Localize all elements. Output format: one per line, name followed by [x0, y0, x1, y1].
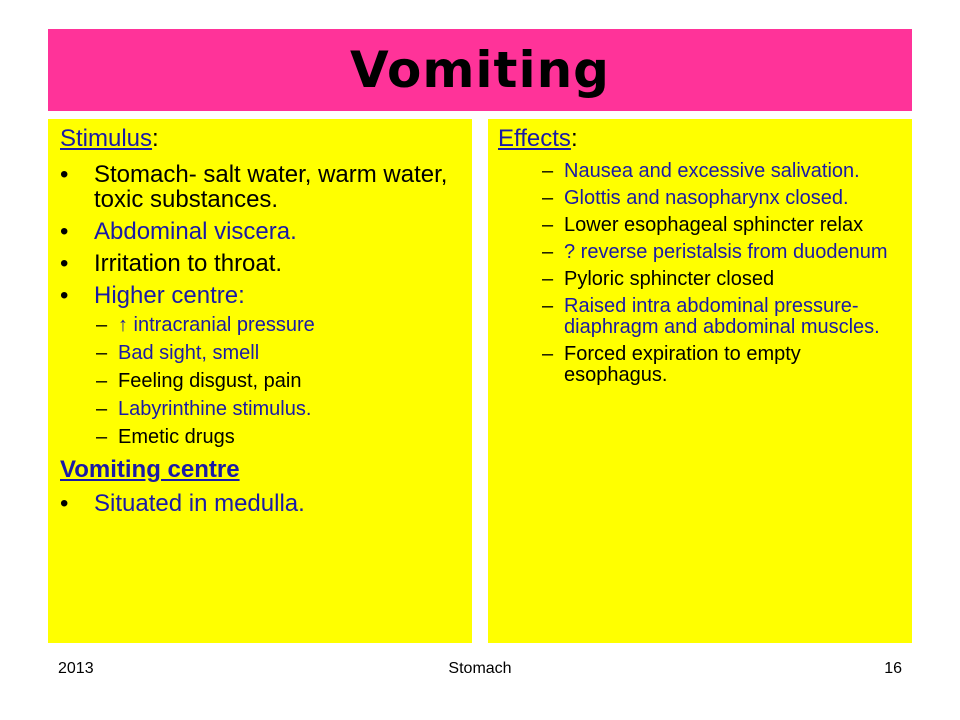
effect-item-text: Raised intra abdominal pressure- diaphragm and abdominal muscles. — [564, 295, 880, 338]
bullet-dot-icon: • — [60, 490, 69, 517]
effects-heading-colon: : — [570, 125, 578, 152]
sub-item-labyrinthine — [60, 399, 472, 420]
dash-icon: – — [96, 426, 108, 448]
stimulus-panel — [48, 119, 472, 643]
bullet-text: Situated in medulla. — [94, 490, 305, 517]
effect-item-text: Lower esophageal sphincter relax — [564, 214, 864, 236]
bullet-dot-icon: • — [60, 161, 69, 188]
vomiting-centre-heading: Vomiting centre — [60, 456, 240, 483]
footer-page-number: 16 — [884, 660, 902, 677]
stimulus-heading — [60, 123, 472, 155]
dash-icon: – — [542, 295, 554, 317]
effect-item-text: Glottis and nasopharynx closed. — [564, 187, 849, 209]
bullet-stomach — [60, 162, 472, 212]
effects-panel — [488, 119, 912, 643]
dash-icon: – — [542, 187, 554, 209]
bullet-text: Abdominal viscera. — [94, 218, 297, 245]
effect-item-nausea — [498, 161, 912, 182]
footer-topic: Stomach — [448, 660, 512, 677]
effect-item-les-relax — [498, 215, 912, 236]
sub-item-text: Feeling disgust, pain — [118, 370, 302, 392]
effects-heading — [498, 123, 912, 155]
sub-item-text: ↑ intracranial pressure — [118, 314, 315, 336]
effect-item-abdominal-pressure — [498, 296, 912, 338]
dash-icon: – — [542, 241, 554, 263]
sub-item-intracranial-pressure — [60, 315, 472, 336]
sub-item-text: Bad sight, smell — [118, 342, 260, 364]
dash-icon: – — [542, 343, 554, 365]
bullet-dot-icon: • — [60, 218, 69, 245]
sub-item-emetic-drugs — [60, 427, 472, 448]
dash-icon: – — [96, 398, 108, 420]
bullet-text: Irritation to throat. — [94, 250, 283, 277]
bullet-text: Higher centre: — [94, 282, 245, 309]
bullet-situated-medulla — [60, 491, 472, 516]
effect-item-text: ? reverse peristalsis from duodenum — [564, 241, 888, 263]
effect-item-text: Forced expiration to empty esophagus. — [564, 343, 801, 386]
effect-item-glottis — [498, 188, 912, 209]
bullet-dot-icon: • — [60, 250, 69, 277]
stimulus-heading-colon: : — [152, 125, 159, 152]
bullet-higher-centre — [60, 283, 472, 308]
effect-item-text: Nausea and excessive salivation. — [564, 160, 860, 182]
effect-item-forced-expiration — [498, 344, 912, 386]
dash-icon: – — [96, 342, 108, 364]
effects-heading-label: Effects — [498, 125, 571, 152]
dash-icon: – — [96, 314, 108, 336]
bullet-text: Stomach- salt water, warm water, toxic substances. — [94, 161, 448, 213]
dash-icon: – — [96, 370, 108, 392]
dash-icon: – — [542, 268, 554, 290]
stimulus-heading-label: Stimulus — [60, 125, 153, 152]
sub-item-feeling-disgust — [60, 371, 472, 392]
sub-item-bad-sight — [60, 343, 472, 364]
bullet-abdominal-viscera — [60, 219, 472, 244]
footer-year: 2013 — [58, 660, 94, 677]
slide-title: Vomiting — [350, 41, 610, 99]
sub-item-text: Emetic drugs — [118, 426, 235, 448]
effect-item-pyloric — [498, 269, 912, 290]
bullet-dot-icon: • — [60, 282, 69, 309]
title-bar — [48, 29, 912, 111]
sub-item-text: Labyrinthine stimulus. — [118, 398, 312, 420]
bullet-irritation-throat — [60, 251, 472, 276]
effect-item-text: Pyloric sphincter closed — [564, 268, 775, 290]
dash-icon: – — [542, 160, 554, 182]
effect-item-reverse-peristalsis — [498, 242, 912, 263]
dash-icon: – — [542, 214, 554, 236]
